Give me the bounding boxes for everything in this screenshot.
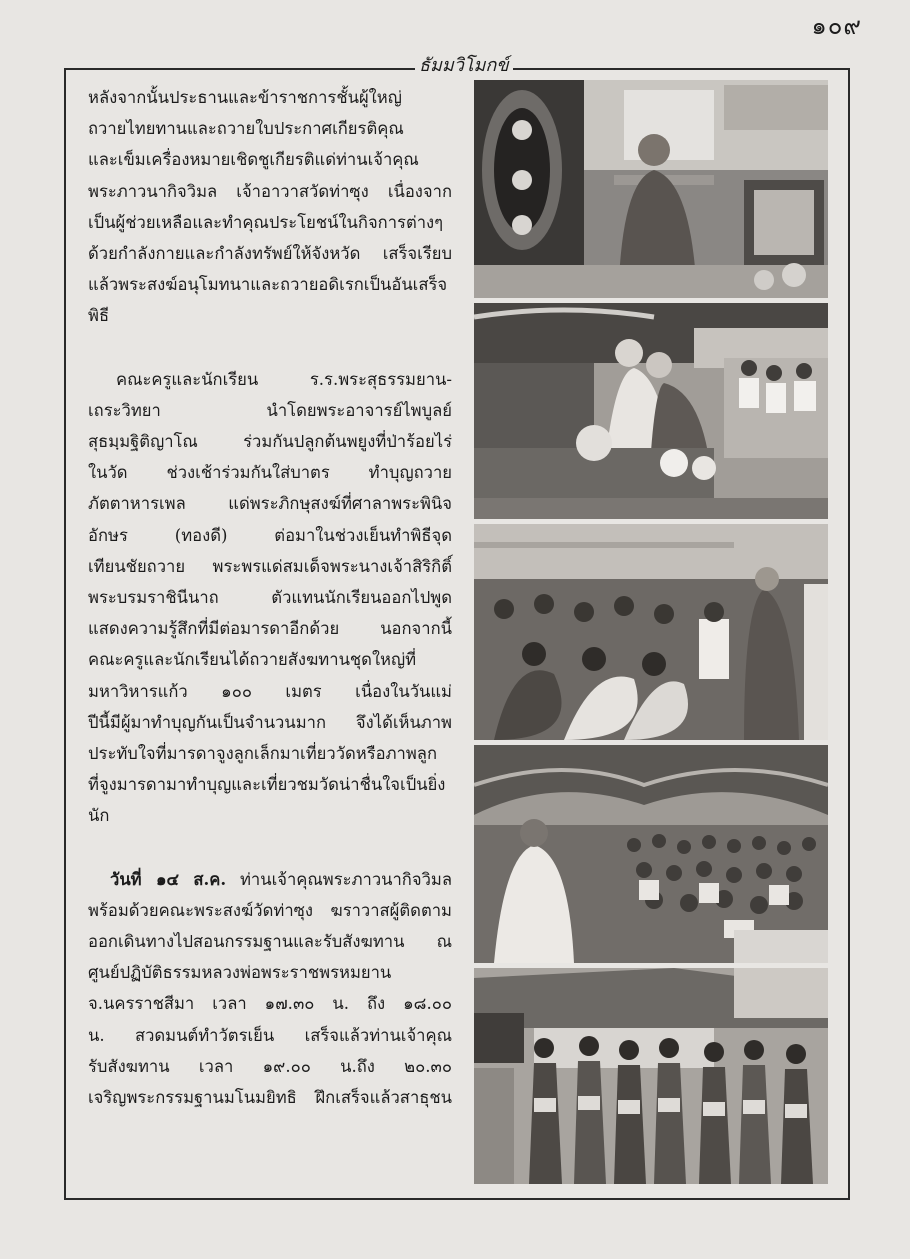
article-text xyxy=(88,82,452,1113)
photo-dancers xyxy=(474,968,828,1184)
paragraph-2: คณะครูและนักเรียน ร.ร.พระสุธรรมยาน- เถระวิทยา นำโดยพระอาจารย์ไพบูลย์ สุธมฺมฐิติญาโณ ร่วมกันปลูกต้นพยูงที่ป่าร้อยไร่ ในวัด ช่วงเช้าร่วมกันใส่บาตร ทำบุญถวาย ภัตตาหารเพล แด่พระภิกษุสงฆ์ที่ศาลาพระพินิจ อักษร (ทองดี) ต่อมาในช่วงเย็นทำพิธีจุด เทียนชัยถวาย พระพรแด่สมเด็จพระนางเจ้าสิริกิติ์ พระบรมราชินีนาถ ตัวแทนนักเรียนออกไปพูด แสดงความรู้สึกที่มีต่อมารดาอีกด้วย นอกจากนี้ คณะครูและนักเรียนได้ถวายสังฆทานชุดใหญ่ที่ มหาวิหารแก้ว ๑๐๐ เมตร เนื่องในวันแม่ ปีนี้มีผู้มาทำบุญกันเป็นจำนวนมาก จึงได้เห็นภาพ ประทับใจที่มารดาจูงลูกเล็กมาเที่ยววัดหรือภาพลูก ที่จูงมารดามาทำบุญและเที่ยวชมวัดน่าชื่นใจเป็นยิ่งนัก xyxy=(88,369,452,826)
paragraph-3-body: ท่านเจ้าคุณพระภาวนากิจวิมล พร้อมด้วยคณะพระสงฆ์วัดท่าซุง ฆราวาสผู้ติดตาม ออกเดินทางไปสอนกรรมฐานและรับสังฆทาน ณ ศูนย์ปฏิบัติธรรมหลวงพ่อพระราชพรหมยาน จ.นครราชสีมา เวลา ๑๗.๓๐ น. ถึง ๑๘.๐๐ น. สวดมนต์ทำวัตรเย็น เสร็จแล้วท่านเจ้าคุณ รับสังฆทาน เวลา ๑๙.๐๐ น.ถึง ๒๐.๓๐ เจริญพระกรรมฐานมโนมยิทธิ ฝึกเสร็จแล้วสาธุชน xyxy=(88,869,452,1108)
page-number: ๑๐๙ xyxy=(811,12,862,40)
photo-tent-gathering xyxy=(474,745,828,963)
photo-column xyxy=(474,80,828,1189)
photo-monk-ceremony xyxy=(474,80,828,298)
photo-seated-crowd xyxy=(474,524,828,740)
paragraph-1: หลังจากนั้นประธานและข้าราชการชั้นผู้ใหญ่ ถวายไทยทานและถวายใบประกาศเกียรติคุณ และเข็มเครื่องหมายเชิดชูเกียรติแด่ท่านเจ้าคุณ พระภาวนากิจวิมล เจ้าอาวาสวัดท่าซุง เนื่องจาก เป็นผู้ช่วยเหลือและทำคุณประโยชน์ในกิจการต่างๆ ด้วยกำลังกายและกำลังทรัพย์ให้จังหวัด เสร็จเรียบ แล้วพระสงฆ์อนุโมทนาและถวายอดิเรกเป็นอันเสร็จพิธี xyxy=(88,88,452,326)
photo-officials-offering xyxy=(474,303,828,519)
date-lead: วันที่ ๑๔ ส.ค. xyxy=(110,868,227,889)
magazine-name: ธัมมวิโมกข์ xyxy=(415,50,513,79)
paragraph-3 xyxy=(88,864,452,1114)
